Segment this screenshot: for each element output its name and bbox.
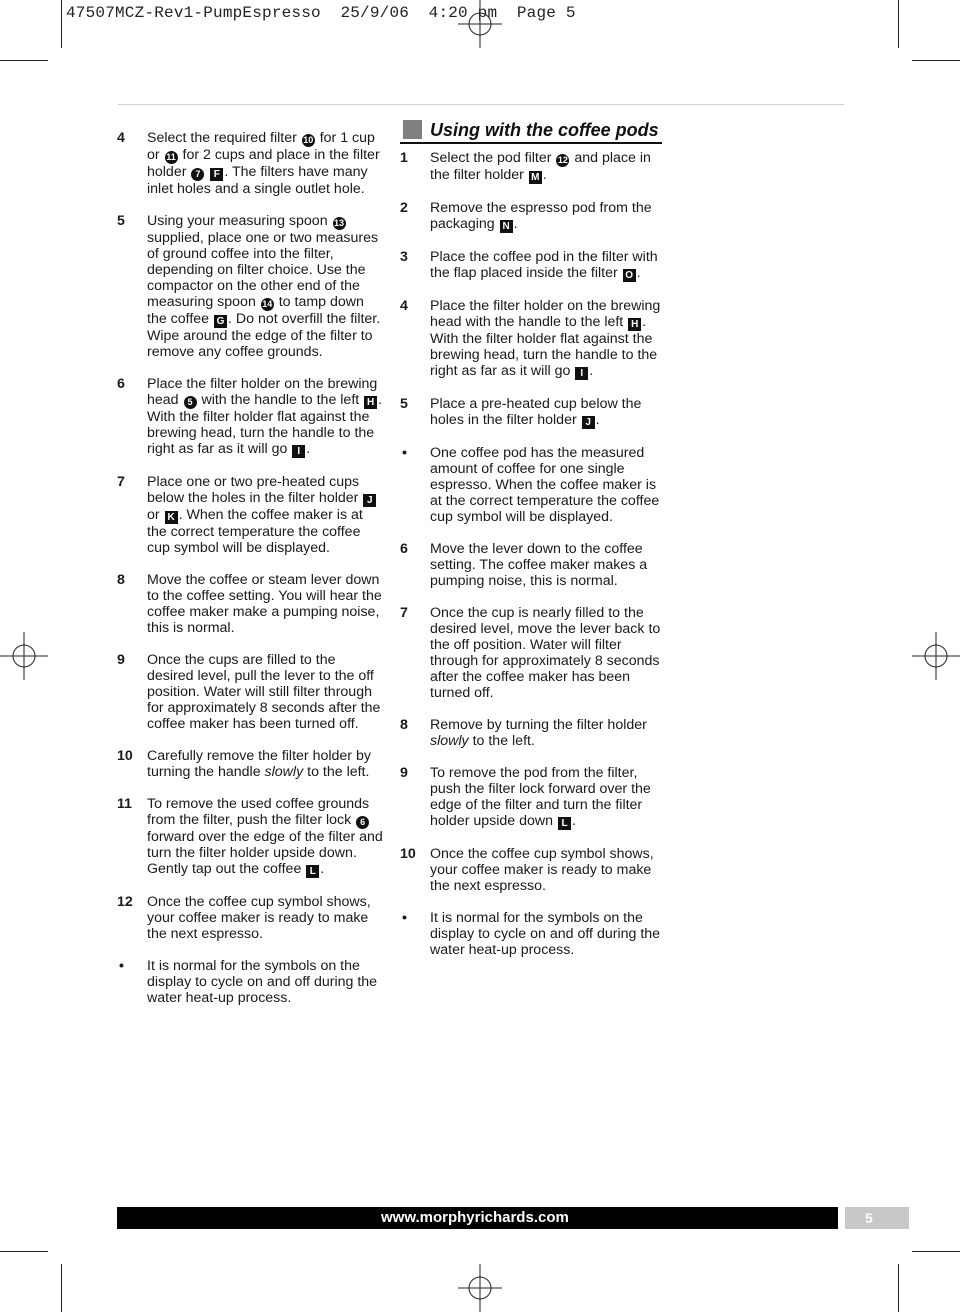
text-run: or — [147, 507, 164, 523]
step-item — [117, 130, 385, 197]
step-item — [117, 796, 385, 878]
text-run: for 2 cups and place in the filter holder — [147, 147, 380, 180]
figure-letter-box-icon: I — [575, 367, 588, 380]
part-number-circle-icon: 11 — [166, 152, 176, 162]
step-number: 12 — [117, 894, 133, 910]
registration-mark-icon — [456, 0, 504, 48]
registration-mark-icon — [0, 632, 48, 680]
text-run: . — [636, 265, 641, 281]
text-run: Place one or two pre-heated cups below the holes in the filter holder — [147, 474, 363, 506]
text-run: . — [306, 441, 311, 457]
step-text — [147, 894, 371, 942]
text-run: with the handle to the left — [197, 392, 364, 408]
text-run: to the left. — [303, 764, 370, 780]
step-text — [430, 605, 660, 701]
text-run: . — [320, 861, 325, 877]
step-number: 7 — [400, 605, 408, 621]
registration-mark-icon — [912, 632, 960, 680]
text-run: . With the filter holder flat against the brewing head, turn the handle to the right as far as it will go — [147, 392, 383, 457]
text-run: . — [589, 363, 594, 379]
text-run — [205, 164, 209, 180]
step-item — [117, 894, 385, 942]
part-number-circle-icon: 6 — [356, 816, 369, 829]
step-item — [400, 541, 662, 589]
step-text — [430, 200, 652, 232]
step-text — [430, 396, 641, 428]
figure-letter-box-icon: H — [364, 396, 377, 409]
step-number: 11 — [117, 796, 132, 812]
step-item — [400, 605, 662, 701]
text-run: Place the filter holder on the brewing head with the handle to the left — [430, 298, 661, 330]
text-run: Move the coffee or steam lever down to the coffee setting. You will hear the coffee maker make a pumping noise, this is normal. — [147, 572, 382, 636]
footer-url-link[interactable]: www.morphyrichards.com — [381, 1209, 569, 1226]
figure-letter-box-icon: J — [363, 494, 376, 507]
step-text — [147, 130, 380, 197]
text-run: and place in the filter holder — [430, 150, 651, 183]
text-run: supplied, place one or two measures of ground coffee into the filter, depending on filter choice. Use the compactor on the other end of the measuring spoon — [147, 230, 379, 310]
step-text — [430, 445, 659, 525]
text-run: Once the cup is nearly filled to the desired level, move the lever back to the off position. Water will filter through for approximately 8 seconds after the coffee maker has been turned off. — [430, 605, 661, 701]
step-item — [117, 748, 385, 780]
part-number-circle-icon: 10 — [303, 135, 314, 145]
top-rule — [118, 104, 844, 105]
step-text — [147, 652, 380, 732]
part-number-circle-icon: 14 — [262, 299, 273, 309]
crop-mark — [0, 60, 48, 61]
step-number: 8 — [400, 717, 408, 733]
step-number: 5 — [117, 213, 125, 229]
step-text — [147, 474, 377, 556]
text-run: Select the required filter — [147, 130, 301, 146]
text-run: to tamp down the coffee — [147, 294, 364, 327]
step-item — [400, 249, 662, 282]
bullet-note — [400, 910, 662, 958]
text-run: . When the coffee maker is at the correct temperature the coffee cup symbol will be displayed. — [147, 507, 363, 556]
step-item — [117, 652, 385, 732]
step-text — [430, 717, 647, 749]
part-number-circle-icon: 12 — [557, 155, 568, 165]
figure-letter-box-icon: L — [558, 817, 571, 830]
step-text — [430, 765, 651, 829]
step-item — [400, 717, 662, 749]
heading-rule — [400, 142, 662, 144]
figure-letter-box-icon: J — [582, 416, 595, 429]
text-run: Once the coffee cup symbol shows, your coffee maker is ready to make the next espresso. — [430, 846, 654, 894]
figure-letter-box-icon: F — [210, 168, 223, 181]
text-run: Select the pod filter — [430, 150, 556, 166]
right-instructions-column — [400, 120, 662, 974]
crop-mark — [898, 1264, 899, 1312]
registration-mark-icon — [456, 1264, 504, 1312]
crop-mark — [898, 0, 899, 48]
left-instructions-column — [117, 130, 385, 1022]
figure-letter-box-icon: H — [628, 318, 641, 331]
bullet-marker: • — [119, 958, 124, 974]
step-item — [400, 396, 662, 429]
text-run: Remove the espresso pod from the packaging — [430, 200, 652, 232]
step-text — [147, 748, 371, 780]
step-text — [430, 249, 658, 281]
step-item — [400, 200, 662, 233]
text-run: To remove the pod from the filter, push the filter lock forward over the edge of the filter and turn the filter holder upside down — [430, 765, 651, 829]
part-number-circle-icon: 7 — [191, 168, 204, 181]
section-heading — [400, 120, 662, 144]
text-run: . — [595, 412, 600, 428]
step-number: 3 — [400, 249, 408, 265]
heading-square-icon — [403, 120, 422, 139]
text-run: Using your measuring spoon — [147, 213, 332, 229]
pod-steps-list — [400, 150, 662, 958]
step-text — [430, 150, 651, 183]
text-run: Remove by turning the filter holder — [430, 717, 647, 733]
text-run: . The filters have many inlet holes and a single outlet hole. — [147, 164, 368, 197]
figure-letter-box-icon: G — [214, 315, 227, 328]
section-title: Using with the coffee pods — [430, 120, 659, 140]
text-run: Place a pre-heated cup below the holes in the filter holder — [430, 396, 642, 428]
step-text — [147, 796, 383, 877]
step-item — [117, 213, 385, 360]
crop-mark — [61, 1264, 62, 1312]
print-slug-line: 47507MCZ-Rev1-PumpEspresso 25/9/06 4:20 pm Page 5 — [66, 4, 576, 22]
text-run: One coffee pod has the measured amount of coffee for one single espresso. When the coffee maker is at the correct temperature the coffee cup symbol will be displayed. — [430, 445, 660, 525]
figure-letter-box-icon: O — [623, 269, 636, 282]
text-run: Once the coffee cup symbol shows, your coffee maker is ready to make the next espresso. — [147, 894, 371, 942]
text-run: for 1 cup or — [147, 130, 375, 163]
step-text — [430, 298, 660, 379]
part-number-circle-icon: 13 — [334, 218, 345, 228]
text-run: It is normal for the symbols on the display to cycle on and off during the water heat-up process. — [147, 958, 378, 1006]
step-text — [430, 541, 647, 589]
step-text — [147, 572, 382, 636]
step-number: 1 — [400, 150, 408, 166]
crop-mark — [0, 1251, 48, 1252]
text-run: forward over the edge of the filter and turn the filter holder upside down. Gently tap out the coffee — [147, 829, 383, 877]
text-run: to the left. — [468, 733, 535, 749]
step-item — [400, 765, 662, 830]
page-number: 5 — [865, 1210, 873, 1226]
step-item — [117, 572, 385, 636]
step-text — [430, 846, 654, 894]
figure-letter-box-icon: L — [306, 865, 319, 878]
text-run: . With the filter holder flat against the brewing head, turn the handle to the right as far as it will go — [430, 314, 658, 379]
step-text — [147, 213, 380, 360]
bullet-note — [117, 958, 385, 1006]
italic-text: slowly — [430, 733, 469, 749]
text-run: . — [542, 167, 547, 183]
crop-mark — [912, 1251, 960, 1252]
step-number: 4 — [117, 130, 125, 146]
crop-mark — [912, 60, 960, 61]
step-number: 2 — [400, 200, 408, 216]
step-number: 7 — [117, 474, 125, 490]
step-text — [430, 910, 660, 958]
text-run: Carefully remove the filter holder by turning the handle — [147, 748, 371, 780]
figure-letter-box-icon: K — [165, 511, 178, 524]
text-run: Once the cups are filled to the desired level, pull the lever to the off position. Water will still filter through for approximately 8 seconds after the coffee maker has been turned off. — [147, 652, 381, 732]
text-run: . — [513, 216, 518, 232]
italic-text: slowly — [264, 764, 304, 780]
step-number: 10 — [117, 748, 133, 764]
step-number: 6 — [117, 376, 125, 392]
step-text — [147, 376, 382, 457]
step-number: 5 — [400, 396, 408, 412]
step-number: 9 — [400, 765, 408, 781]
text-run: . Do not overfill the filter. Wipe around the edge of the filter to remove any coffee grounds. — [147, 311, 381, 360]
figure-letter-box-icon: I — [292, 445, 305, 458]
step-number: 9 — [117, 652, 125, 668]
bullet-marker: • — [402, 445, 407, 461]
page-number-box — [845, 1207, 909, 1229]
figure-letter-box-icon: N — [500, 220, 513, 233]
step-number: 10 — [400, 846, 416, 862]
step-number: 4 — [400, 298, 408, 314]
text-run: Move the lever down to the coffee setting. The coffee maker makes a pumping noise, this is normal. — [430, 541, 648, 589]
text-run: To remove the used coffee grounds from the filter, push the filter lock — [147, 796, 370, 828]
step-item — [117, 376, 385, 458]
bullet-marker: • — [402, 910, 407, 926]
step-text — [147, 958, 377, 1006]
text-run: . — [572, 813, 576, 829]
step-item — [400, 846, 662, 894]
part-number-circle-icon: 5 — [184, 396, 197, 409]
step-item — [400, 150, 662, 184]
text-run: It is normal for the symbols on the display to cycle on and off during the water heat-up process. — [430, 910, 661, 958]
text-run: Place the filter holder on the brewing head — [147, 376, 378, 408]
text-run: Place the coffee pod in the filter with the flap placed inside the filter — [430, 249, 658, 281]
figure-letter-box-icon: M — [529, 171, 542, 184]
bullet-note — [400, 445, 662, 525]
crop-mark — [61, 0, 62, 48]
step-item — [117, 474, 385, 556]
step-number: 6 — [400, 541, 408, 557]
step-number: 8 — [117, 572, 125, 588]
step-item — [400, 298, 662, 380]
